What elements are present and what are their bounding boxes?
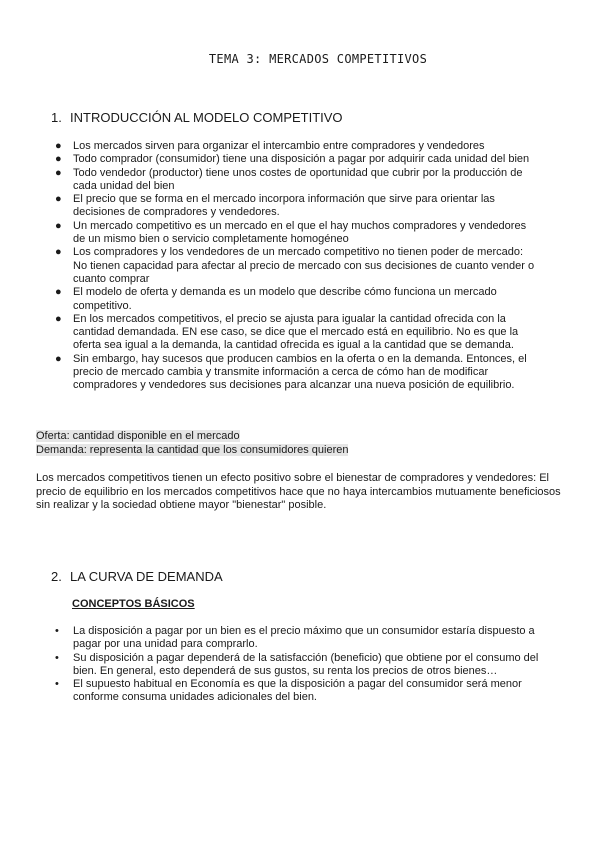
section-1-bullet-list [55, 140, 539, 393]
list-item: • Su disposición a pagar dependerá de la satisfacción (beneficio) que obtiene por el consumo del bien. En general, esto dependerá de sus gustos, su renta los precios de otros bienes… [55, 651, 539, 677]
list-item: ● En los mercados competitivos, el precio se ajusta para igualar la cantidad ofrecida con la cantidad demandada. EN ese caso, se dice que el mercado está en equilibrio. No es que la oferta sea igual a la demanda, la cantidad ofrecida es igual a la cantidad que se demanda. [55, 312, 519, 352]
list-item: ● Un mercado competitivo es un mercado en el que el hay muchos compradores y vendedores de un mismo bien o servicio completamente homogéneo [55, 219, 527, 246]
section-2-number: 2. [51, 569, 62, 584]
list-item: ● Todo comprador (consumidor) tiene una disposición a pagar por adquirir cada unidad del bien [55, 153, 530, 166]
list-item: ● El precio que se forma en el mercado incorpora información que sirve para orientar las decisiones de compradores y vendedores. [55, 193, 495, 219]
section-1-number: 1. [51, 110, 62, 125]
list-item: ● Los compradores y los vendedores de un mercado competitivo no tienen poder de mercado: No tienen capacidad para afectar al precio de mercado con sus decisiones de cuanto vender o cuanto comprar [55, 246, 535, 285]
oferta-definition: Oferta: cantidad disponible en el mercado [36, 430, 240, 442]
list-item: ● El modelo de oferta y demanda es un modelo que describe cómo funciona un mercado competitivo. [55, 286, 497, 312]
list-item: ● Los mercados sirven para organizar el intercambio entre compradores y vendedores [55, 140, 485, 152]
section-2-heading [51, 569, 223, 584]
section-2-title: LA CURVA DE DEMANDA [70, 569, 223, 584]
list-item: • El supuesto habitual en Economía es que la disposición a pagar del consumidor será menor conforme consuma unidades adicionales del bien. [55, 678, 522, 704]
section-1-heading [51, 110, 343, 125]
section-2-bullet-list [55, 625, 539, 705]
list-item: ● Sin embargo, hay sucesos que producen cambios en la oferta o en la demanda. Entonces, el precio de mercado cambia y transmite información a cerca de cómo han de modificar compradores y vendedores sus decisiones para alcanzar una nueva posición de equilibrio. [55, 352, 527, 392]
demanda-definition: Demanda: representa la cantidad que los consumidores quieren [36, 444, 349, 456]
list-item: ● Todo vendedor (productor) tiene unos costes de oportunidad que cubrir por la producción de cada unidad del bien [55, 166, 523, 192]
list-item: • La disposición a pagar por un bien es el precio máximo que un consumidor estaría dispuesto a pagar por una unidad para comprarlo. [55, 625, 535, 651]
section-1-paragraph: Los mercados competitivos tienen un efecto positivo sobre el bienestar de compradores y vendedores: El precio de equilibrio en los mercados competitivos hace que no haya intercambios mutuamente beneficiosos sin realizar y la sociedad obtiene mayor "bienestar" posible. [36, 472, 561, 511]
section-1-title: INTRODUCCIÓN AL MODELO COMPETITIVO [70, 110, 343, 125]
section-2-subheading: CONCEPTOS BÁSICOS [72, 598, 195, 610]
document-title: TEMA 3: MERCADOS COMPETITIVOS [208, 52, 428, 66]
